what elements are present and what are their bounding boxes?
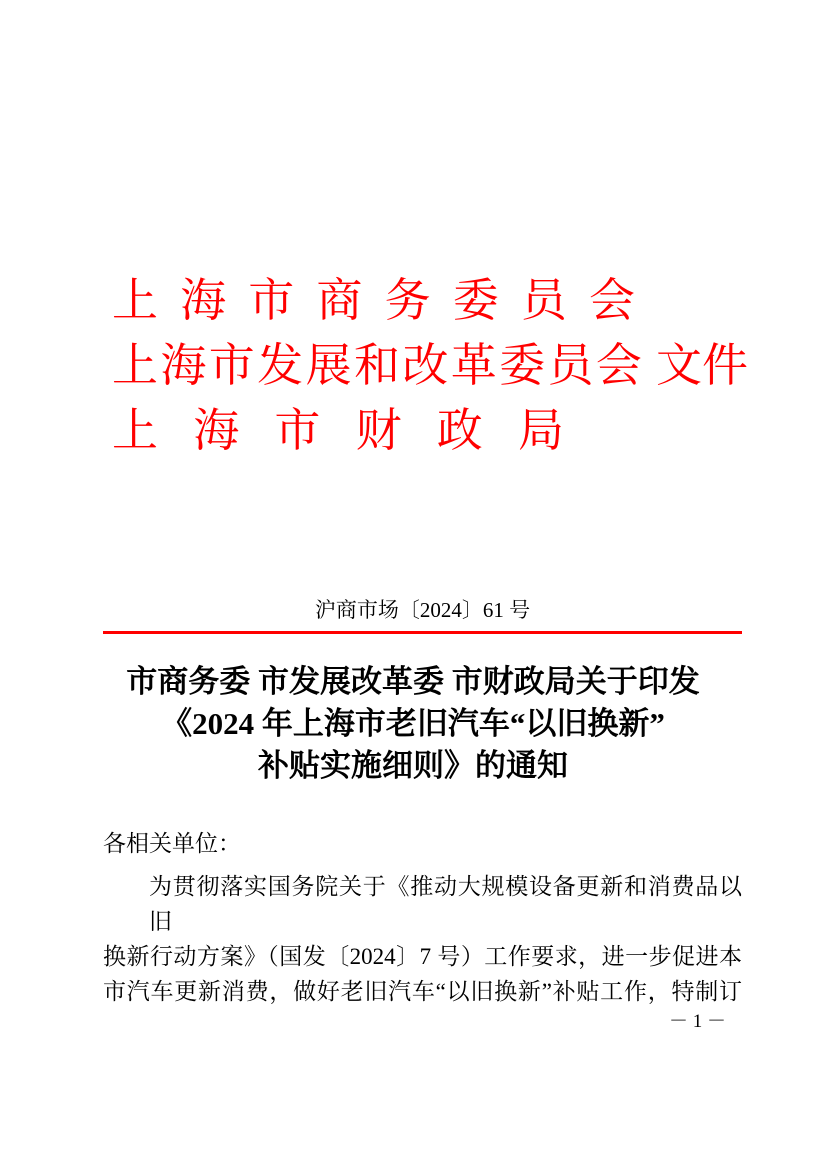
org-name-commerce-commission: 上 海 市 商 务 委 员 会 <box>112 274 635 326</box>
title-line-1: 市商务委 市发展改革委 市财政局关于印发 <box>126 664 700 699</box>
salutation: 各相关单位： <box>103 831 241 856</box>
letterhead-line-2 <box>112 333 748 398</box>
red-divider-line <box>103 631 742 634</box>
letterhead-line-3 <box>112 398 744 463</box>
title-line-3: 补贴实施细则》的通知 <box>258 748 568 783</box>
org-name-development-reform-commission: 上 海 市 发 展 和 改 革 委 员 会 <box>112 339 642 391</box>
title-line-2: 《2024 年上海市老旧汽车“以旧换新” <box>161 706 665 741</box>
page-number: － 1 － <box>668 1011 726 1032</box>
letterhead-line-1 <box>112 268 744 333</box>
document-title <box>83 661 743 787</box>
body-paragraph <box>103 869 742 1009</box>
paragraph-line-1: 为贯彻落实国务院关于《推动大规模设备更新和消费品以旧 <box>149 874 742 934</box>
document-number: 沪商市场〔2024〕61 号 <box>314 598 531 622</box>
paragraph-line-3: 市汽车更新消费，做好老旧汽车“以旧换新”补贴工作，特制订 <box>103 979 742 1004</box>
letterhead <box>112 268 748 463</box>
paragraph-line-2: 换新行动方案》（国发〔2024〕7 号）工作要求，进一步促进本 <box>103 944 742 969</box>
document-body <box>103 826 742 1009</box>
org-name-finance-bureau: 上 海 市 财 政 局 <box>112 404 564 456</box>
letterhead-document-word: 文 件 <box>656 339 748 391</box>
